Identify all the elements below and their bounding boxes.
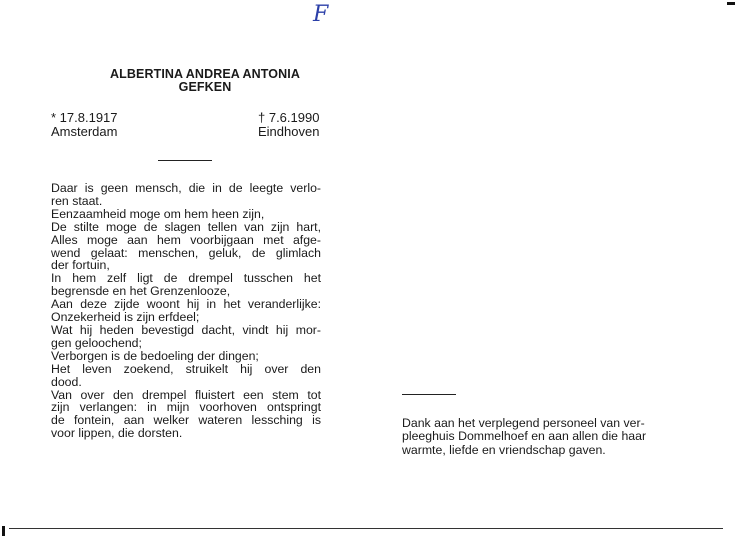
poem-line: In hem zelf ligt de drempel tusschen het xyxy=(51,271,321,286)
poem-line: gen geloochend; xyxy=(51,335,142,350)
poem-line: der fortuin, xyxy=(51,258,110,273)
poem-text xyxy=(51,182,321,440)
poem-line: dood. xyxy=(51,374,82,389)
death-place: Eindhoven xyxy=(258,124,320,139)
death-date: † 7.6.1990 xyxy=(258,110,320,125)
deceased-name-line2: GEFKEN xyxy=(178,80,232,94)
death-info xyxy=(258,111,320,139)
poem-line: Wat hij heden bevestigd dacht, vindt hij mor- xyxy=(51,322,321,337)
deceased-name-line1: ALBERTINA ANDREA ANTONIA xyxy=(110,67,300,81)
birth-place: Amsterdam xyxy=(51,124,118,139)
poem-line: wend gelaat: menschen, geluk, de glimlach xyxy=(51,245,321,260)
poem-line: de fontein, aan welker wateren lessching is xyxy=(51,413,321,428)
thanks-line: pleeghuis Dommelhoef en aan allen die haar xyxy=(402,429,647,444)
thanks-text xyxy=(402,417,670,457)
poem-line: Daar is geen mensch, die in de leegte verlo- xyxy=(51,181,321,195)
poem-line: Onzekerheid is zijn erfdeel; xyxy=(51,310,200,325)
divider-line xyxy=(402,394,456,395)
poem-line: Eenzaamheid moge om hem heen zijn, xyxy=(51,206,265,221)
birth-date: * 17.8.1917 xyxy=(51,110,118,125)
poem-line: Alles moge aan hem voorbijgaan met afge- xyxy=(51,232,321,247)
poem-line: Verborgen is de bedoeling der dingen; xyxy=(51,348,259,363)
poem-line: ren staat. xyxy=(51,193,103,208)
scan-bottom-edge xyxy=(0,523,735,536)
poem-line: Van over den drempel fluistert een stem tot xyxy=(51,387,321,402)
thanks-line: Dank aan het verplegend personeel van ver- xyxy=(402,416,645,430)
handwritten-letter: F xyxy=(313,2,329,27)
poem-line: Het leven zoekend, struikelt hij over den xyxy=(51,361,321,376)
divider-line xyxy=(158,160,212,161)
fold-line xyxy=(9,528,723,529)
birth-info xyxy=(51,111,118,139)
scan-corner-mark xyxy=(727,2,735,5)
poem-line: begrensde en het Grenzenlooze, xyxy=(51,284,231,299)
scan-edge-mark xyxy=(2,526,5,536)
poem-line: De stilte moge de slagen tellen van zijn hart, xyxy=(51,219,321,234)
poem-line: zijn verlangen: in mijn voorhoven ontspringt xyxy=(51,400,321,415)
poem-line: voor lippen, die dorsten. xyxy=(51,426,183,441)
poem-line: Aan deze zijde woont hij in het veranderlijke: xyxy=(51,297,321,312)
thanks-line: warmte, liefde en vriendschap gaven. xyxy=(402,442,606,457)
